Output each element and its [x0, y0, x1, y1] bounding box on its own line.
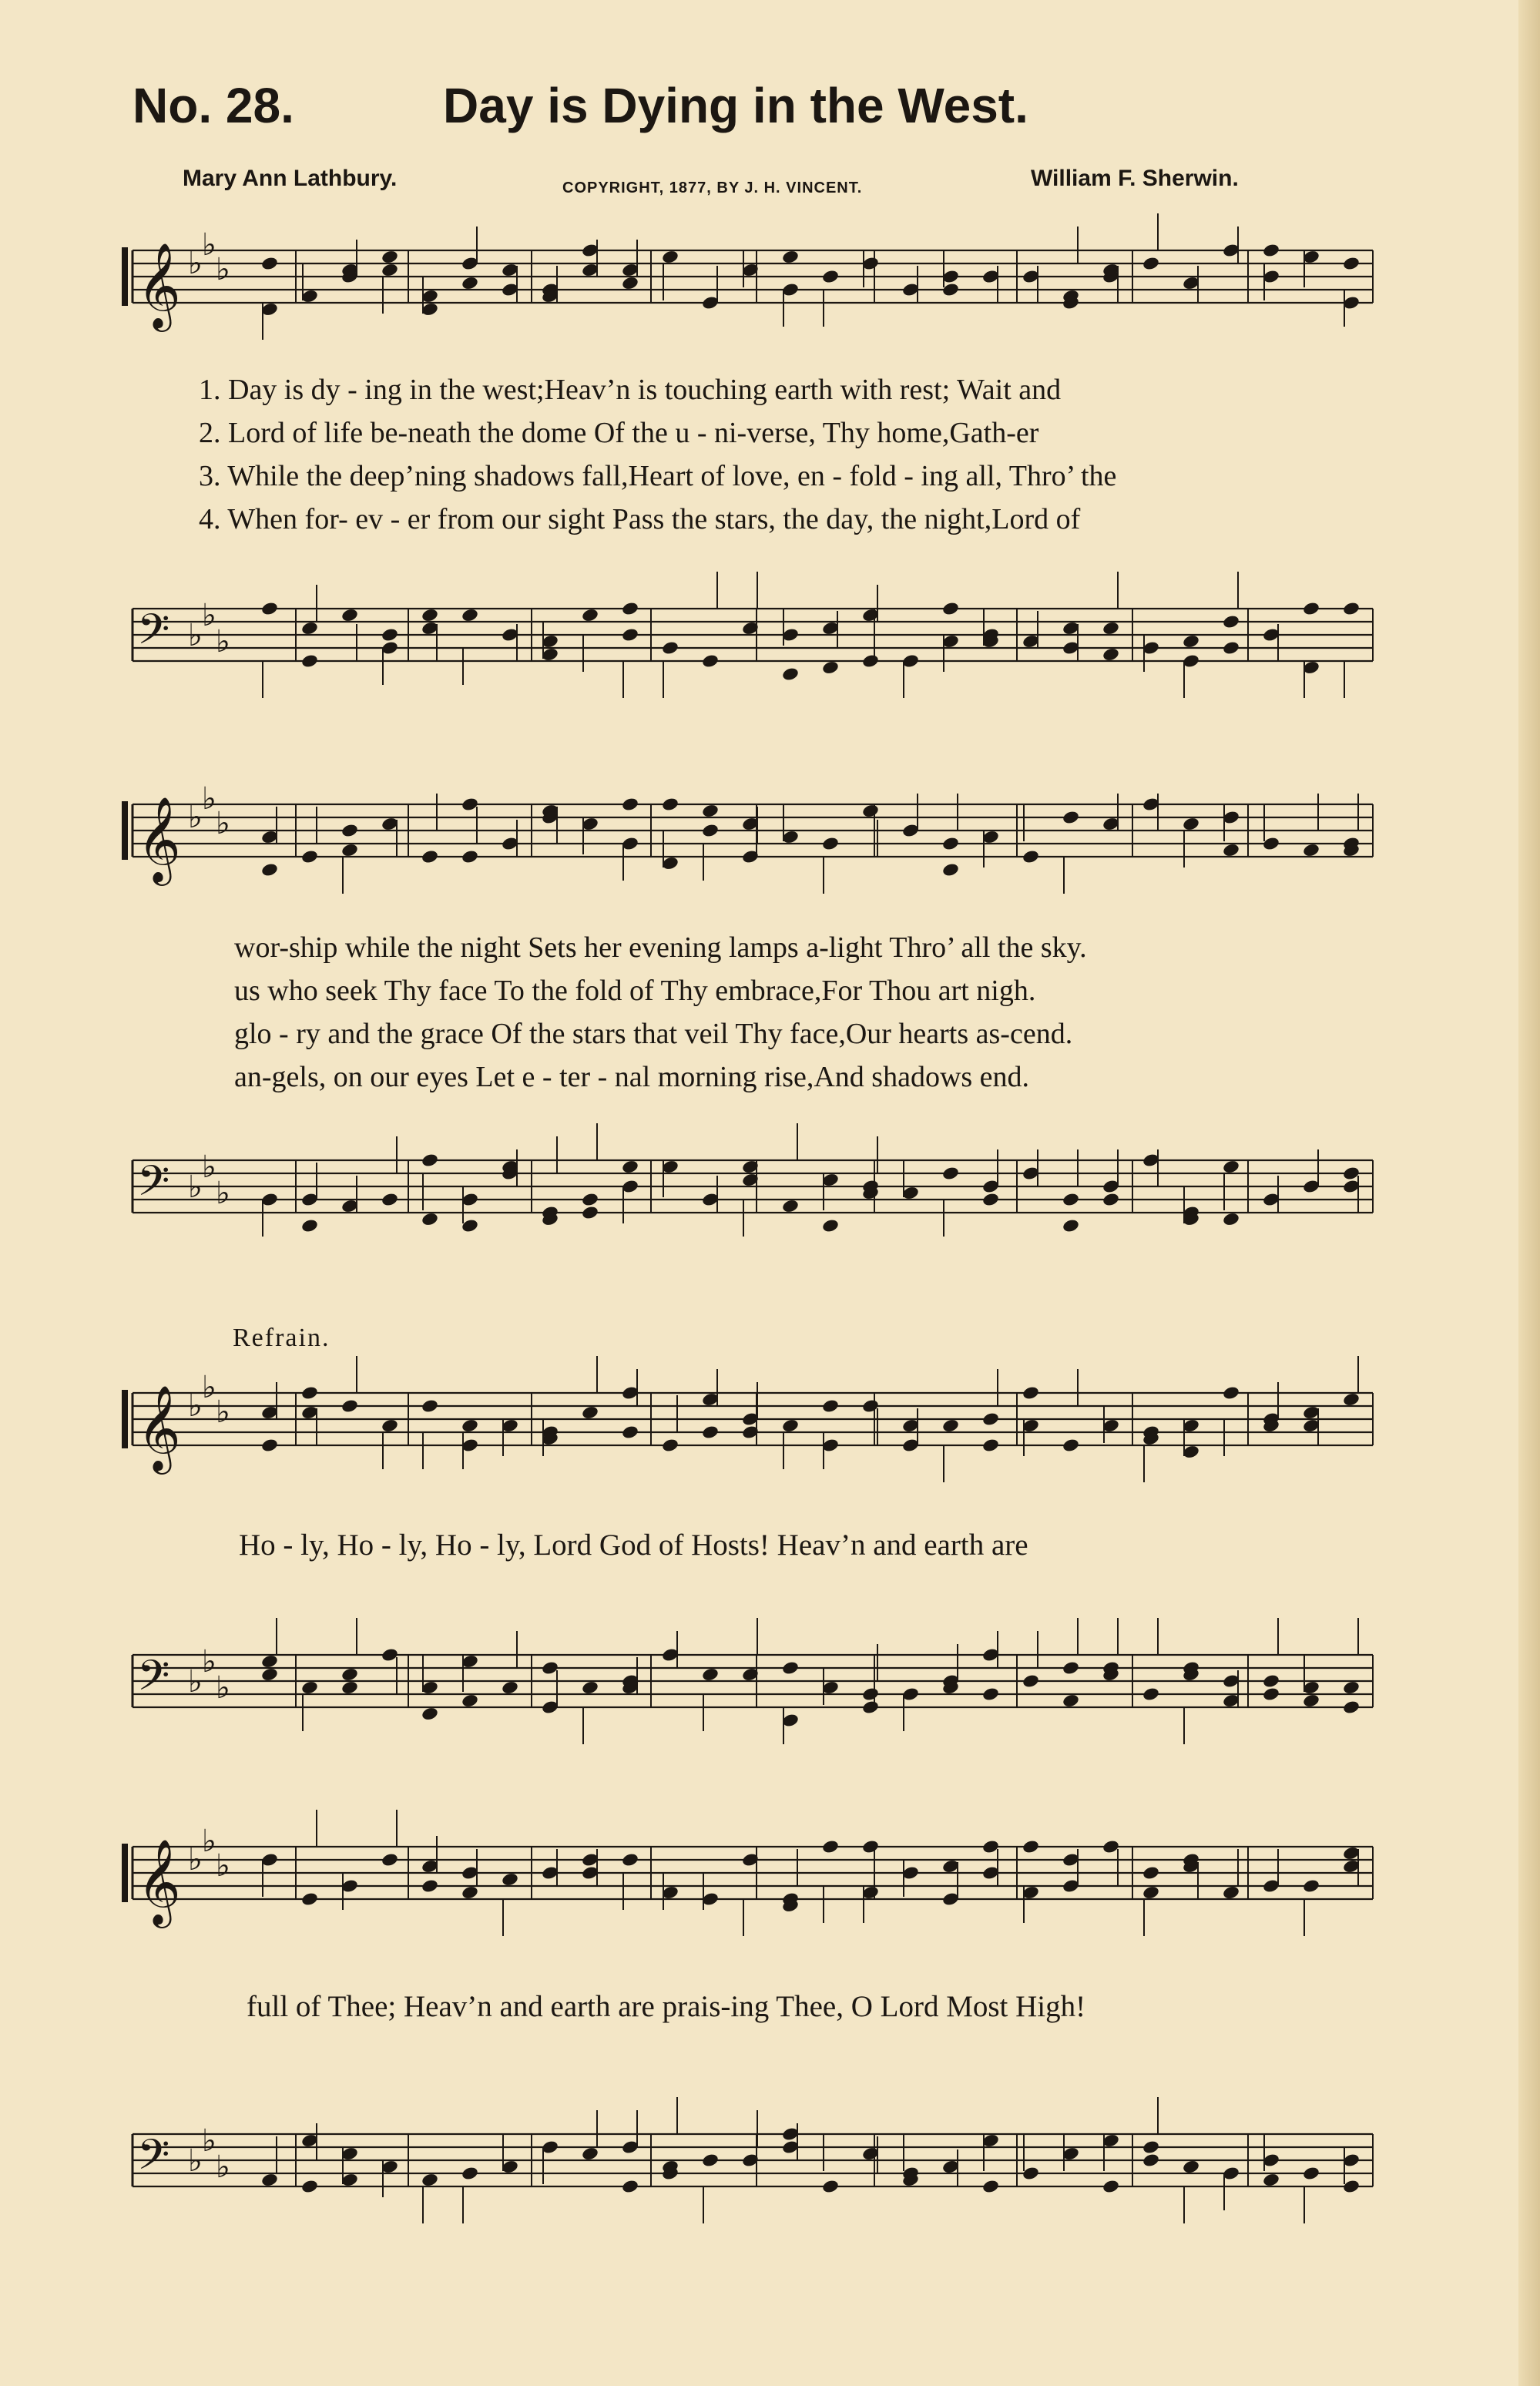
- flat-icon: ♭: [188, 246, 203, 281]
- flat-icon: ♭: [188, 1388, 203, 1424]
- flat-icon: ♭: [216, 2149, 230, 2185]
- copyright-notice: COPYRIGHT, 1877, BY J. H. VINCENT.: [562, 180, 863, 196]
- bass-staff-system-1: [0, 555, 1540, 709]
- refrain-line-2: full of Thee; Heav’n and earth are prais-ing Thee, O Lord Most High!: [247, 1990, 1086, 2023]
- flat-icon: ♭: [188, 1664, 203, 1700]
- composer-credit: William F. Sherwin.: [1031, 166, 1239, 191]
- flat-icon: ♭: [216, 252, 230, 287]
- treble-staff-system-4: [0, 1814, 1540, 1945]
- flat-icon: ♭: [216, 1394, 230, 1430]
- flat-icon: ♭: [188, 800, 203, 835]
- verse-2-line-2: us who seek Thy face To the fold of Thy embrace,For Thou art nigh.: [234, 975, 1036, 1007]
- treble-staff-system-1: [0, 227, 1540, 335]
- bass-staff-system-4: [0, 2065, 1540, 2250]
- flat-icon: ♭: [188, 2143, 203, 2179]
- bass-clef-icon: 𝄢: [137, 605, 170, 664]
- treble-clef-icon: 𝄞: [137, 242, 181, 328]
- flat-icon: ♭: [202, 781, 216, 817]
- treble-staff-system-3: [0, 1364, 1540, 1487]
- flat-icon: ♭: [188, 1842, 203, 1878]
- treble-clef-icon: 𝄞: [137, 796, 181, 882]
- flat-icon: ♭: [202, 1149, 216, 1185]
- refrain-line-1: Ho - ly, Ho - ly, Ho - ly, Lord God of Hosts! Heav’n and earth are: [239, 1529, 1028, 1562]
- hymn-title: Day is Dying in the West.: [443, 78, 1028, 133]
- refrain-label: Refrain.: [233, 1324, 330, 1352]
- bass-clef-icon: 𝄢: [137, 1651, 170, 1710]
- bass-clef-icon: 𝄢: [137, 2130, 170, 2190]
- flat-icon: ♭: [202, 598, 216, 633]
- bass-clef-icon: 𝄢: [137, 1156, 170, 1216]
- treble-clef-icon: 𝄞: [137, 1384, 181, 1471]
- flat-icon: ♭: [188, 618, 203, 653]
- bass-staff-system-3: [0, 1587, 1540, 1772]
- flat-icon: ♭: [202, 1824, 216, 1859]
- treble-staff-system-2: [0, 778, 1540, 901]
- flat-icon: ♭: [202, 1644, 216, 1680]
- flat-icon: ♭: [202, 2123, 216, 2159]
- flat-icon: ♭: [202, 227, 216, 263]
- verse-3-line-1: 3. While the deep’ning shadows fall,Heart of love, en - fold - ing all, Thro’ the: [199, 460, 1117, 492]
- treble-clef-icon: 𝄞: [137, 1838, 181, 1925]
- verse-1-line-1: 1. Day is dy - ing in the west;Heav’n is touching earth with rest; Wait and: [199, 374, 1062, 406]
- flat-icon: ♭: [202, 1370, 216, 1405]
- verse-3-line-2: glo - ry and the grace Of the stars that veil Thy face,Our hearts as-cend.: [234, 1018, 1073, 1050]
- verse-1-line-2: wor-ship while the night Sets her evening lamps a-light Thro’ all the sky.: [234, 931, 1087, 964]
- verse-4-line-1: 4. When for- ev - er from our sight Pass the stars, the day, the night,Lord of: [199, 503, 1081, 535]
- flat-icon: ♭: [188, 1170, 203, 1205]
- flat-icon: ♭: [216, 806, 230, 841]
- flat-icon: ♭: [216, 624, 230, 659]
- verse-4-line-2: an-gels, on our eyes Let e - ter - nal morning rise,And shadows end.: [234, 1061, 1030, 1093]
- flat-icon: ♭: [216, 1176, 230, 1211]
- lyricist-credit: Mary Ann Lathbury.: [183, 166, 398, 191]
- flat-icon: ♭: [216, 1670, 230, 1706]
- flat-icon: ♭: [216, 1848, 230, 1884]
- hymn-number: No. 28.: [133, 78, 294, 133]
- verse-2-line-1: 2. Lord of life be-neath the dome Of the u - ni-verse, Thy home,Gath-er: [199, 417, 1039, 449]
- bass-staff-system-2: [0, 1109, 1540, 1294]
